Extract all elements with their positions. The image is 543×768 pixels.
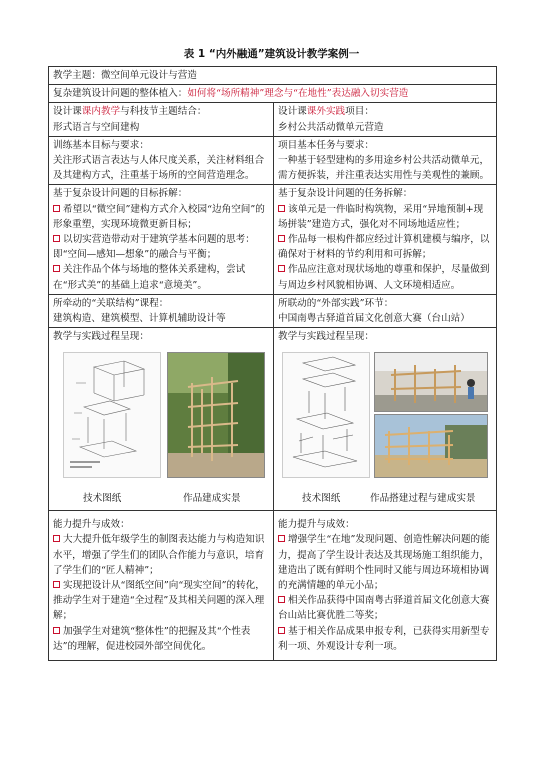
list-item: 大大提升低年级学生的制图表达能力与构造知识水平，增强了学生们的团队合作能力与意识，培育了学生们的“匠人精神”； [53,534,265,576]
course-right-highlight: 课外实践 [306,106,346,118]
checkbox-icon [53,581,60,588]
list-item: 希望以“微空间”建构方式介入校园“边角空间”的形象重塑，实现环境微更新目标； [53,203,265,230]
course-left-cell [49,103,274,136]
results-left-head: 能力提升与成效： [53,519,130,531]
checkbox-icon [278,535,285,542]
process-row [49,328,497,511]
construction-process-photo [374,352,488,412]
links-right-body: 中国南粤古驿道首届文化创意大赛（台山站） [278,313,470,325]
results-left-cell [49,511,274,661]
list-item: 加强学生对建筑“整体性”的把握及其“个性表达”的理解，促进校园外部空间优化。 [53,625,251,652]
links-left-head: 所牵动的“关联结构”课程： [53,297,169,309]
course-right-cell [274,103,497,136]
exploded-drawing-image [282,352,370,478]
checkbox-icon [278,627,285,634]
caption-process-photo: 作品搭建过程与建成实景 [370,493,476,505]
theme-row [49,67,497,85]
results-right-head: 能力提升与成效： [278,519,355,531]
links-left-body: 建筑构造、建筑模型、计算机辅助设计等 [53,313,226,325]
theme-cell: 教学主题：微空间单元设计与营造 [49,67,497,85]
checkbox-icon [278,265,285,272]
checkbox-icon [53,205,60,212]
course-row [49,103,497,136]
list-item: 该单元是一件临时构筑物，采用“异地预制+现场拼装”建造方式，强化对不同场地适应性； [278,203,484,230]
course-left-pre: 设计课 [53,106,82,118]
problem-prefix: 复杂建筑设计问题的整体植入： [53,88,188,100]
checkbox-icon [53,627,60,634]
process-right-cell [274,328,497,511]
course-right-post: 项目： [345,106,374,118]
list-item: 相关作品获得中国南粤古驿道首届文化创意大赛台山站比赛优胜二等奖； [278,595,490,622]
list-item: 作品应注意对现状场地的尊重和保护，尽量做到与周边乡村风貌相协调、人文环境相适应。 [278,264,490,291]
targets-right-cell [274,185,497,294]
built-work-photo [167,352,265,478]
checkbox-icon [278,596,285,603]
problem-row [49,85,497,103]
checkbox-icon [53,265,60,272]
goals-left-head: 训练基本目标与要求： [53,139,149,151]
goals-right-head: 项目基本任务与要求： [278,139,374,151]
goals-left-body: 关注形式语言表达与人体尺度关系，关注材料组合及其建构方式，注重基于场所的空间营造理念。 [53,155,265,182]
list-item: 以切实营造带动对于建筑学基本问题的思考：即“空间—感知—想象”的融合与平衡； [53,234,255,261]
list-item: 关注作品个体与场地的整体关系建构，尝试在“形式美”的基础上追求“意境美”。 [53,264,246,291]
links-row [49,294,497,327]
course-right-pre: 设计课 [278,106,307,118]
links-right-cell [274,294,497,327]
checkbox-icon [53,535,60,542]
course-right-topic: 乡村公共活动微单元营造 [278,121,384,133]
technical-drawing-image [63,352,161,478]
checkbox-icon [278,235,285,242]
course-left-topic: 形式语言与空间建构 [53,121,140,133]
results-row [49,511,497,661]
links-left-cell [49,294,274,327]
list-item: 实现把设计从“图纸空间”向“现实空间”的转化，推动学生对于建造“全过程”及其相关问题的深入理解； [53,580,265,622]
case-table [48,66,497,661]
list-item: 增强学生“在地”发现问题、创造性解决问题的能力，提高了学生设计表达及其现场施工组织能力，建造出了既有鲜明个性同时又能与周边环境相协调的充满情趣的单元小品； [278,534,490,592]
goals-right-cell [274,136,497,185]
caption-tech-drawing: 技术图纸 [83,493,122,505]
targets-left-head: 基于复杂设计问题的目标拆解： [53,188,188,200]
goals-right-body: 一种基于轻型建构的多用途乡村公共活动微单元，需方便拆装，并注重表达实用性与美观性的兼顾。 [278,155,490,182]
completed-structure-photo [374,414,488,478]
checkbox-icon [278,205,285,212]
table-title: 表 1 “内外融通”建筑设计教学案例一 [183,48,360,60]
course-left-highlight: 课内教学 [81,106,121,118]
goals-row [49,136,497,185]
results-right-cell [274,511,497,661]
links-right-head: 所联动的“外部实践”环节： [278,297,394,309]
process-left-cell [49,328,274,511]
goals-left-cell [49,136,274,185]
course-left-post: 与科技节主题结合： [120,106,207,118]
targets-right-head: 基于复杂设计问题的任务拆解： [278,188,413,200]
checkbox-icon [53,235,60,242]
caption-tech-drawing-right: 技术图纸 [302,493,341,505]
problem-cell [49,85,497,103]
caption-built-photo: 作品建成实景 [183,493,241,505]
process-right-head: 教学与实践过程呈现： [278,331,374,343]
targets-left-cell [49,185,274,294]
targets-row [49,185,497,294]
list-item: 基于相关作品成果申报专利，已获得实用新型专利一项、外观设计专利一项。 [278,625,490,652]
problem-highlight: 如何将“场所精神”理念与“在地性”表达融入切实营造 [187,88,409,100]
list-item: 作品每一根构件都应经过计算机建模与编序，以确保对于材料的节约利用和可拆解； [278,234,490,261]
process-left-head: 教学与实践过程呈现： [53,331,149,343]
